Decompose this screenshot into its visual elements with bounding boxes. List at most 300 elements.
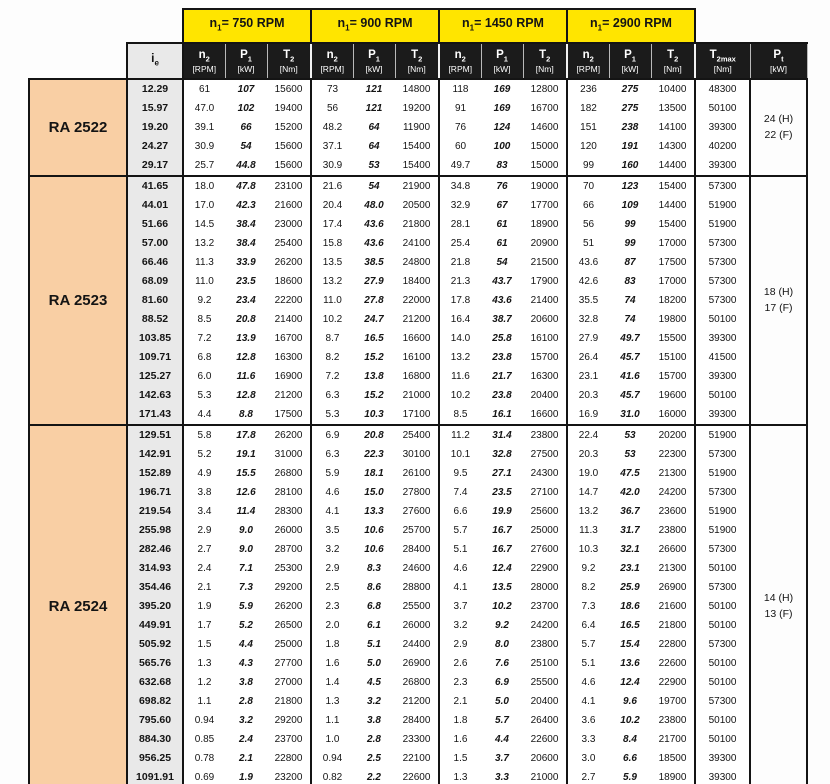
n2-value: 3.3 <box>567 730 609 749</box>
t2max-value: 57300 <box>695 635 750 654</box>
p1-value: 9.0 <box>225 540 267 559</box>
p1-value: 99 <box>609 215 651 234</box>
t2max-value: 50100 <box>695 654 750 673</box>
n2-column-header: $n_2$ [RPM] <box>311 43 353 79</box>
n2-value: 6.4 <box>567 616 609 635</box>
gear-ratio-value: 956.25 <box>127 749 183 768</box>
t2-value: 12800 <box>523 79 567 99</box>
n2-value: 18.0 <box>183 176 225 196</box>
t2-value: 20400 <box>523 386 567 405</box>
n2-value: 32.8 <box>567 310 609 329</box>
t2max-value: 50100 <box>695 673 750 692</box>
header-spacer-right <box>695 9 807 43</box>
t2max-value: 50100 <box>695 730 750 749</box>
gear-ratio-value: 19.20 <box>127 118 183 137</box>
rating-row <box>29 654 807 673</box>
p1-value: 9.6 <box>609 692 651 711</box>
gear-ratio-value: 795.60 <box>127 711 183 730</box>
t2-value: 17000 <box>651 272 695 291</box>
t2-value: 21200 <box>395 692 439 711</box>
n2-value: 2.6 <box>439 654 481 673</box>
n2-value: 5.1 <box>439 540 481 559</box>
t2-value: 15400 <box>395 137 439 156</box>
gear-ratio-value: 282.46 <box>127 540 183 559</box>
t2-value: 22600 <box>651 654 695 673</box>
t2max-value: 57300 <box>695 291 750 310</box>
n2-value: 1.4 <box>311 673 353 692</box>
p1-value: 23.5 <box>481 483 523 502</box>
n2-value: 0.85 <box>183 730 225 749</box>
t2-value: 16600 <box>395 329 439 348</box>
t2max-value: 50100 <box>695 386 750 405</box>
t2-value: 15600 <box>267 79 311 99</box>
p1-value: 61 <box>481 234 523 253</box>
n2-value: 2.9 <box>439 635 481 654</box>
t2-value: 30100 <box>395 445 439 464</box>
t2-value: 22000 <box>395 291 439 310</box>
t2-value: 25500 <box>395 597 439 616</box>
p1-column-header: $P_1$ [kW] <box>225 43 267 79</box>
t2-column-header: $T_2$ [Nm] <box>267 43 311 79</box>
p1-value: 83 <box>481 156 523 176</box>
t2-value: 14300 <box>651 137 695 156</box>
p1-value: 74 <box>609 310 651 329</box>
n2-value: 8.2 <box>311 348 353 367</box>
n2-value: 2.3 <box>439 673 481 692</box>
p1-value: 3.2 <box>353 692 395 711</box>
n2-value: 2.9 <box>311 559 353 578</box>
p1-value: 76 <box>481 176 523 196</box>
t2-value: 24300 <box>523 464 567 483</box>
input-speed-header-row <box>29 9 807 43</box>
t2-value: 21000 <box>395 386 439 405</box>
n2-value: 14.5 <box>183 215 225 234</box>
t2-value: 13500 <box>651 99 695 118</box>
t2max-value: 39300 <box>695 768 750 784</box>
rating-row <box>29 156 807 176</box>
n2-value: 5.1 <box>567 654 609 673</box>
t2-value: 28400 <box>395 540 439 559</box>
p1-column-header: $P_1$ [kW] <box>609 43 651 79</box>
t2-value: 19700 <box>651 692 695 711</box>
p1-value: 16.7 <box>481 521 523 540</box>
t2max-value: 57300 <box>695 253 750 272</box>
n2-value: 11.0 <box>311 291 353 310</box>
t2max-value: 51900 <box>695 425 750 445</box>
model-column-spacer <box>29 43 127 79</box>
rating-row <box>29 215 807 234</box>
n2-value: 13.5 <box>311 253 353 272</box>
n2-value: 32.9 <box>439 196 481 215</box>
t2-value: 16900 <box>267 367 311 386</box>
p1-value: 42.0 <box>609 483 651 502</box>
p1-value: 3.2 <box>225 711 267 730</box>
t2-value: 23700 <box>267 730 311 749</box>
thermal-power-value: 14 (H) 13 (F) <box>750 425 807 784</box>
t2-value: 18200 <box>651 291 695 310</box>
n2-value: 13.2 <box>567 502 609 521</box>
p1-value: 31.4 <box>481 425 523 445</box>
n2-value: 20.3 <box>567 445 609 464</box>
t2-value: 29200 <box>267 578 311 597</box>
p1-value: 4.3 <box>225 654 267 673</box>
n2-value: 1.8 <box>311 635 353 654</box>
t2-value: 19800 <box>651 310 695 329</box>
t2-value: 23100 <box>267 176 311 196</box>
n2-value: 0.69 <box>183 768 225 784</box>
p1-value: 4.4 <box>481 730 523 749</box>
p1-value: 7.6 <box>481 654 523 673</box>
rating-row <box>29 234 807 253</box>
rating-row <box>29 329 807 348</box>
t2max-value: 57300 <box>695 692 750 711</box>
n2-value: 3.6 <box>567 711 609 730</box>
speed-group-header-n1-2900: $n_1= 2900$ RPM <box>567 9 695 43</box>
p1-value: 107 <box>225 79 267 99</box>
p1-value: 43.6 <box>353 234 395 253</box>
p1-value: 15.5 <box>225 464 267 483</box>
gear-ratio-value: 884.30 <box>127 730 183 749</box>
p1-value: 12.4 <box>481 559 523 578</box>
p1-value: 13.8 <box>353 367 395 386</box>
t2-value: 22800 <box>267 749 311 768</box>
rating-row <box>29 616 807 635</box>
p1-value: 121 <box>353 99 395 118</box>
p1-value: 66 <box>225 118 267 137</box>
n2-value: 4.9 <box>183 464 225 483</box>
n2-value: 11.3 <box>567 521 609 540</box>
t2-value: 15000 <box>523 137 567 156</box>
n2-value: 5.8 <box>183 425 225 445</box>
t2-value: 26500 <box>267 616 311 635</box>
p1-value: 6.8 <box>353 597 395 616</box>
t2-value: 17500 <box>267 405 311 425</box>
n2-value: 35.5 <box>567 291 609 310</box>
rating-row <box>29 464 807 483</box>
model-label: RA 2522 <box>29 79 127 176</box>
n2-value: 25.4 <box>439 234 481 253</box>
model-label: RA 2524 <box>29 425 127 784</box>
rating-row <box>29 386 807 405</box>
t2-value: 23300 <box>395 730 439 749</box>
p1-value: 54 <box>353 176 395 196</box>
p1-value: 7.3 <box>225 578 267 597</box>
speed-group-header-n1-900: $n_1= 900$ RPM <box>311 9 439 43</box>
rating-row <box>29 425 807 445</box>
n2-value: 56 <box>311 99 353 118</box>
t2max-value: 57300 <box>695 445 750 464</box>
gear-ratio-value: 15.97 <box>127 99 183 118</box>
gear-ratio-value: 152.89 <box>127 464 183 483</box>
p1-value: 1.9 <box>225 768 267 784</box>
p1-value: 23.1 <box>609 559 651 578</box>
p1-value: 18.6 <box>609 597 651 616</box>
n2-value: 6.6 <box>439 502 481 521</box>
p1-value: 3.8 <box>353 711 395 730</box>
n2-value: 236 <box>567 79 609 99</box>
n2-value: 1.2 <box>183 673 225 692</box>
rating-row <box>29 711 807 730</box>
p1-value: 24.7 <box>353 310 395 329</box>
p1-value: 5.0 <box>481 692 523 711</box>
t2-value: 20600 <box>523 310 567 329</box>
gear-ratio-value: 565.76 <box>127 654 183 673</box>
n2-value: 11.2 <box>439 425 481 445</box>
t2-value: 26600 <box>651 540 695 559</box>
gear-ratio-value: 57.00 <box>127 234 183 253</box>
gear-ratio-value: 449.91 <box>127 616 183 635</box>
t2-value: 26900 <box>395 654 439 673</box>
p1-value: 53 <box>353 156 395 176</box>
gear-ratio-value: 698.82 <box>127 692 183 711</box>
n2-value: 10.3 <box>567 540 609 559</box>
t2-value: 15200 <box>267 118 311 137</box>
t2-value: 28400 <box>395 711 439 730</box>
t2-value: 25600 <box>523 502 567 521</box>
p1-value: 10.3 <box>353 405 395 425</box>
n2-value: 39.1 <box>183 118 225 137</box>
n2-value: 20.3 <box>567 386 609 405</box>
t2max-value: 40200 <box>695 137 750 156</box>
n2-value: 11.6 <box>439 367 481 386</box>
t2-value: 25000 <box>267 635 311 654</box>
t2-value: 15600 <box>267 137 311 156</box>
rating-row <box>29 559 807 578</box>
n2-value: 0.94 <box>183 711 225 730</box>
t2-value: 27800 <box>395 483 439 502</box>
t2-value: 18900 <box>651 768 695 784</box>
p1-value: 13.6 <box>609 654 651 673</box>
p1-value: 38.5 <box>353 253 395 272</box>
p1-value: 12.6 <box>225 483 267 502</box>
n2-value: 66 <box>567 196 609 215</box>
n2-value: 2.4 <box>183 559 225 578</box>
column-header-row <box>29 43 807 79</box>
rating-row <box>29 79 807 99</box>
p1-value: 2.8 <box>353 730 395 749</box>
rating-row <box>29 348 807 367</box>
pt-column-header: $P_t$ [kW] <box>750 43 807 79</box>
n2-value: 37.1 <box>311 137 353 156</box>
t2-value: 16100 <box>395 348 439 367</box>
p1-value: 5.9 <box>609 768 651 784</box>
p1-value: 20.8 <box>225 310 267 329</box>
t2-value: 14100 <box>651 118 695 137</box>
p1-value: 41.6 <box>609 367 651 386</box>
p1-value: 44.8 <box>225 156 267 176</box>
p1-value: 102 <box>225 99 267 118</box>
p1-value: 124 <box>481 118 523 137</box>
rating-row <box>29 176 807 196</box>
n2-value: 9.2 <box>183 291 225 310</box>
t2max-value: 41500 <box>695 348 750 367</box>
n2-value: 42.6 <box>567 272 609 291</box>
p1-value: 38.4 <box>225 215 267 234</box>
t2-value: 25100 <box>523 654 567 673</box>
p1-value: 38.4 <box>225 234 267 253</box>
t2max-value: 51900 <box>695 196 750 215</box>
t2-column-header: $T_2$ [Nm] <box>523 43 567 79</box>
p1-value: 6.6 <box>609 749 651 768</box>
t2-value: 28800 <box>395 578 439 597</box>
t2max-value: 50100 <box>695 99 750 118</box>
p1-value: 45.7 <box>609 348 651 367</box>
t2max-value: 51900 <box>695 521 750 540</box>
p1-value: 5.1 <box>353 635 395 654</box>
n2-value: 73 <box>311 79 353 99</box>
n2-value: 23.1 <box>567 367 609 386</box>
t2-value: 19200 <box>395 99 439 118</box>
t2max-value: 50100 <box>695 310 750 329</box>
t2-value: 26800 <box>267 464 311 483</box>
n2-value: 3.0 <box>567 749 609 768</box>
t2-value: 20600 <box>523 749 567 768</box>
n2-value: 11.0 <box>183 272 225 291</box>
t2-value: 15600 <box>267 156 311 176</box>
p1-value: 169 <box>481 79 523 99</box>
n2-value: 2.1 <box>183 578 225 597</box>
p1-value: 10.6 <box>353 521 395 540</box>
t2max-value: 51900 <box>695 464 750 483</box>
p1-value: 3.3 <box>481 768 523 784</box>
n2-value: 151 <box>567 118 609 137</box>
p1-value: 3.7 <box>481 749 523 768</box>
n2-value: 34.8 <box>439 176 481 196</box>
t2-value: 21000 <box>523 768 567 784</box>
p1-value: 5.2 <box>225 616 267 635</box>
rating-row <box>29 540 807 559</box>
t2max-value: 57300 <box>695 540 750 559</box>
t2-value: 18400 <box>395 272 439 291</box>
n2-value: 1.9 <box>183 597 225 616</box>
n2-value: 10.2 <box>311 310 353 329</box>
gear-ratio-value: 395.20 <box>127 597 183 616</box>
t2-value: 15100 <box>651 348 695 367</box>
p1-value: 8.8 <box>225 405 267 425</box>
p1-value: 42.3 <box>225 196 267 215</box>
rating-row <box>29 597 807 616</box>
n2-value: 2.1 <box>439 692 481 711</box>
t2-value: 16300 <box>523 367 567 386</box>
n2-value: 28.1 <box>439 215 481 234</box>
n2-value: 17.8 <box>439 291 481 310</box>
p1-value: 121 <box>353 79 395 99</box>
n2-value: 21.3 <box>439 272 481 291</box>
p1-value: 2.5 <box>353 749 395 768</box>
n2-value: 8.7 <box>311 329 353 348</box>
gear-ratio-value: 51.66 <box>127 215 183 234</box>
n2-value: 70 <box>567 176 609 196</box>
t2-value: 17000 <box>651 234 695 253</box>
n2-value: 20.4 <box>311 196 353 215</box>
p1-value: 169 <box>481 99 523 118</box>
t2-value: 22600 <box>395 768 439 784</box>
t2-value: 18600 <box>267 272 311 291</box>
gear-ratio-value: 219.54 <box>127 502 183 521</box>
n2-value: 25.7 <box>183 156 225 176</box>
t2-value: 16700 <box>267 329 311 348</box>
p1-value: 123 <box>609 176 651 196</box>
n2-value: 3.2 <box>311 540 353 559</box>
p1-value: 2.1 <box>225 749 267 768</box>
t2-value: 28700 <box>267 540 311 559</box>
rating-row <box>29 291 807 310</box>
p1-value: 191 <box>609 137 651 156</box>
n2-value: 51 <box>567 234 609 253</box>
n2-value: 1.1 <box>311 711 353 730</box>
p1-value: 15.4 <box>609 635 651 654</box>
n2-value: 17.0 <box>183 196 225 215</box>
n2-value: 10.1 <box>439 445 481 464</box>
t2-value: 21200 <box>267 386 311 405</box>
gear-ratio-value: 1091.91 <box>127 768 183 784</box>
t2-value: 21300 <box>651 559 695 578</box>
n2-value: 1.0 <box>311 730 353 749</box>
n2-value: 22.4 <box>567 425 609 445</box>
n2-value: 76 <box>439 118 481 137</box>
n2-value: 9.5 <box>439 464 481 483</box>
t2-value: 22200 <box>267 291 311 310</box>
p1-value: 25.8 <box>481 329 523 348</box>
t2-value: 15700 <box>651 367 695 386</box>
gear-ratio-value: 142.63 <box>127 386 183 405</box>
rating-row <box>29 578 807 597</box>
n2-value: 8.5 <box>439 405 481 425</box>
n2-value: 4.1 <box>567 692 609 711</box>
n2-value: 5.7 <box>439 521 481 540</box>
n2-value: 7.3 <box>567 597 609 616</box>
p1-value: 3.8 <box>225 673 267 692</box>
p1-value: 6.1 <box>353 616 395 635</box>
p1-value: 9.2 <box>481 616 523 635</box>
n2-value: 4.1 <box>439 578 481 597</box>
n2-value: 3.5 <box>311 521 353 540</box>
n2-value: 3.4 <box>183 502 225 521</box>
p1-value: 7.1 <box>225 559 267 578</box>
p1-value: 49.7 <box>609 329 651 348</box>
n2-value: 0.78 <box>183 749 225 768</box>
n2-value: 2.0 <box>311 616 353 635</box>
p1-value: 23.8 <box>481 386 523 405</box>
t2-value: 21800 <box>267 692 311 711</box>
rating-row <box>29 502 807 521</box>
n2-value: 13.2 <box>439 348 481 367</box>
t2-value: 27700 <box>267 654 311 673</box>
p1-value: 27.1 <box>481 464 523 483</box>
t2-value: 22900 <box>651 673 695 692</box>
n2-value: 120 <box>567 137 609 156</box>
t2max-value: 39300 <box>695 118 750 137</box>
gear-ratio-value: 109.71 <box>127 348 183 367</box>
n2-value: 48.2 <box>311 118 353 137</box>
n2-value: 4.6 <box>311 483 353 502</box>
p1-value: 10.6 <box>353 540 395 559</box>
t2max-value: 50100 <box>695 711 750 730</box>
t2-value: 19400 <box>267 99 311 118</box>
n2-value: 2.7 <box>183 540 225 559</box>
t2-value: 21800 <box>651 616 695 635</box>
t2-value: 20900 <box>523 234 567 253</box>
gear-ratio-value: 129.51 <box>127 425 183 445</box>
n2-value: 5.2 <box>183 445 225 464</box>
gear-ratio-value: 66.46 <box>127 253 183 272</box>
t2-value: 23200 <box>267 768 311 784</box>
n2-value: 56 <box>567 215 609 234</box>
gear-ratio-value: 125.27 <box>127 367 183 386</box>
gear-ratio-value: 81.60 <box>127 291 183 310</box>
n2-value: 1.3 <box>311 692 353 711</box>
n2-value: 6.3 <box>311 386 353 405</box>
